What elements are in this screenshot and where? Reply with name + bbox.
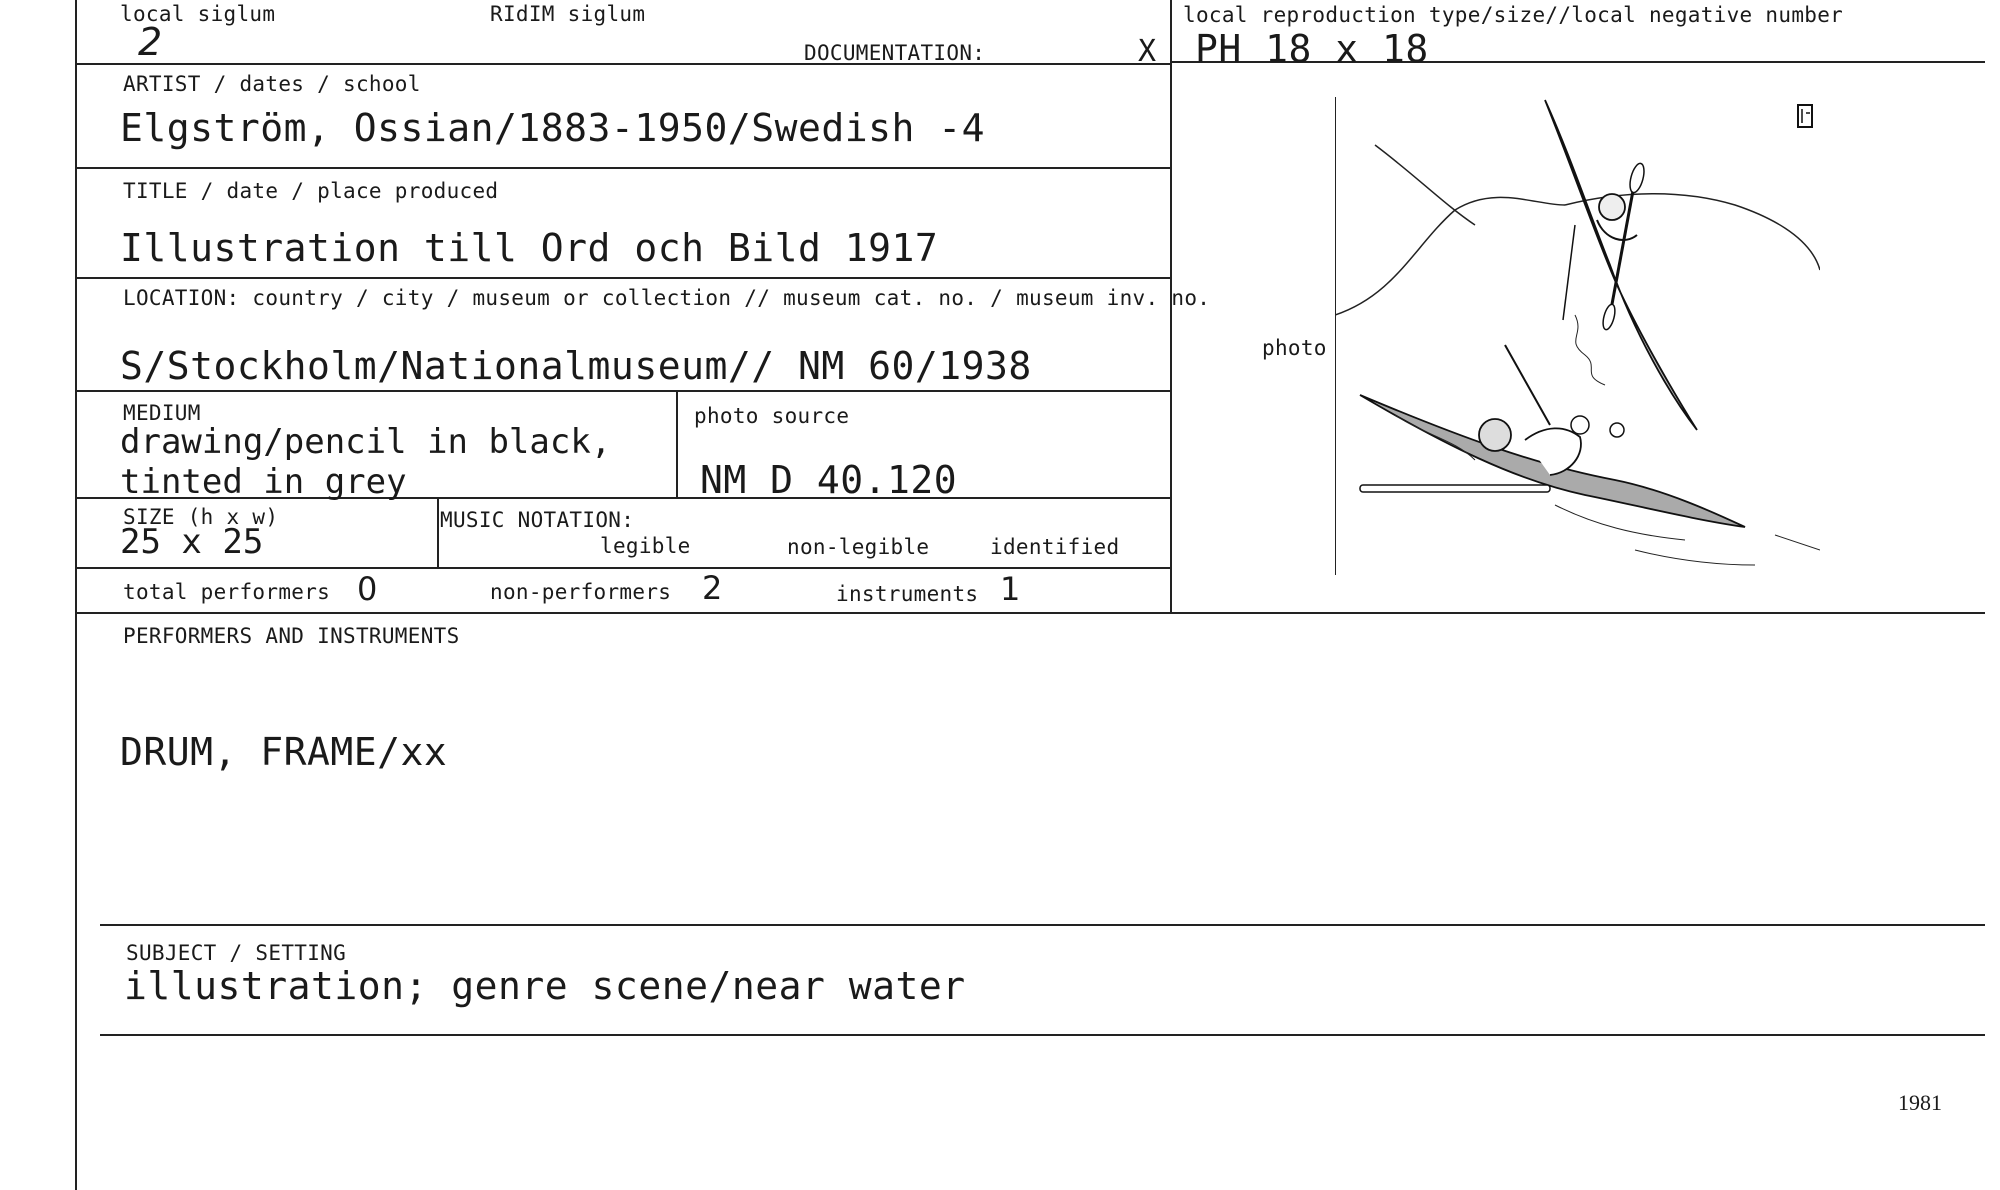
subject-label: SUBJECT / SETTING — [126, 941, 347, 965]
lower-paddler-head — [1479, 419, 1511, 451]
subject-rule — [100, 1034, 1985, 1036]
monogram-stamp — [1798, 105, 1812, 127]
size-label: SIZE (h x w) — [123, 505, 279, 529]
location-rule — [75, 390, 1170, 392]
footer-year: 1981 — [1898, 1090, 1942, 1115]
music-notation-non-legible: non-legible — [787, 535, 930, 559]
header-rule — [75, 63, 1170, 65]
size-rule — [75, 567, 1170, 569]
total-performers-label: total performers — [123, 580, 331, 604]
medium-line-1: drawing/pencil in black, — [120, 422, 612, 462]
documentation-mark: X — [1138, 34, 1157, 69]
upper-kayak — [1545, 100, 1697, 430]
music-notation-identified: identified — [990, 535, 1120, 559]
photo-label: photo — [1262, 336, 1327, 360]
medium-label: MEDIUM — [123, 401, 201, 425]
photo-source-value: NM D 40.120 — [700, 458, 958, 502]
size-value: 25 x 25 — [120, 522, 264, 562]
subject-value: illustration; genre scene/near water — [124, 964, 966, 1008]
size-divider — [437, 497, 439, 567]
instruments-label: instruments — [836, 582, 979, 606]
medium-line-2: tinted in grey — [120, 462, 407, 502]
reproduction-value: PH 18 x 18 — [1195, 27, 1429, 71]
photo-source-label: photo source — [694, 404, 850, 428]
kayak-illustration — [1335, 95, 1820, 580]
music-notation-legible: legible — [600, 534, 691, 558]
artist-value: Elgström, Ossian/1883-1950/Swedish -4 — [120, 106, 985, 150]
title-rule — [75, 277, 1170, 279]
medium-divider — [676, 390, 678, 498]
non-performers-value: 2 — [702, 569, 723, 607]
artwork-photo — [1335, 95, 1820, 580]
upper-paddler-head — [1599, 194, 1625, 220]
instruments-value: 1 — [1000, 570, 1021, 608]
artist-rule — [75, 167, 1170, 169]
title-label: TITLE / date / place produced — [123, 179, 499, 203]
location-value: S/Stockholm/Nationalmuseum// NM 60/1938 — [120, 344, 1032, 388]
local-siglum-label: local siglum — [120, 2, 276, 26]
performers-rule — [100, 924, 1985, 926]
counts-rule — [75, 612, 1985, 614]
total-performers-value: 0 — [357, 570, 378, 608]
ridim-siglum-label: RIdIM siglum — [490, 2, 646, 26]
non-performers-label: non-performers — [490, 580, 672, 604]
artist-label: ARTIST / dates / school — [123, 72, 421, 96]
music-notation-label: MUSIC NOTATION: — [440, 508, 635, 532]
performers-value: DRUM, FRAME/xx — [120, 730, 448, 774]
local-siglum-value: 2 — [138, 20, 163, 64]
reproduction-label: local reproduction type/size//local negative number — [1183, 3, 1844, 27]
location-label: LOCATION: country / city / museum or collection // museum cat. no. / museum inv. no. — [123, 286, 1211, 310]
performers-label: PERFORMERS AND INSTRUMENTS — [123, 624, 460, 648]
left-border — [75, 0, 77, 1190]
title-value: Illustration till Ord och Bild 1917 — [120, 226, 939, 270]
documentation-label: DOCUMENTATION: — [804, 41, 986, 65]
